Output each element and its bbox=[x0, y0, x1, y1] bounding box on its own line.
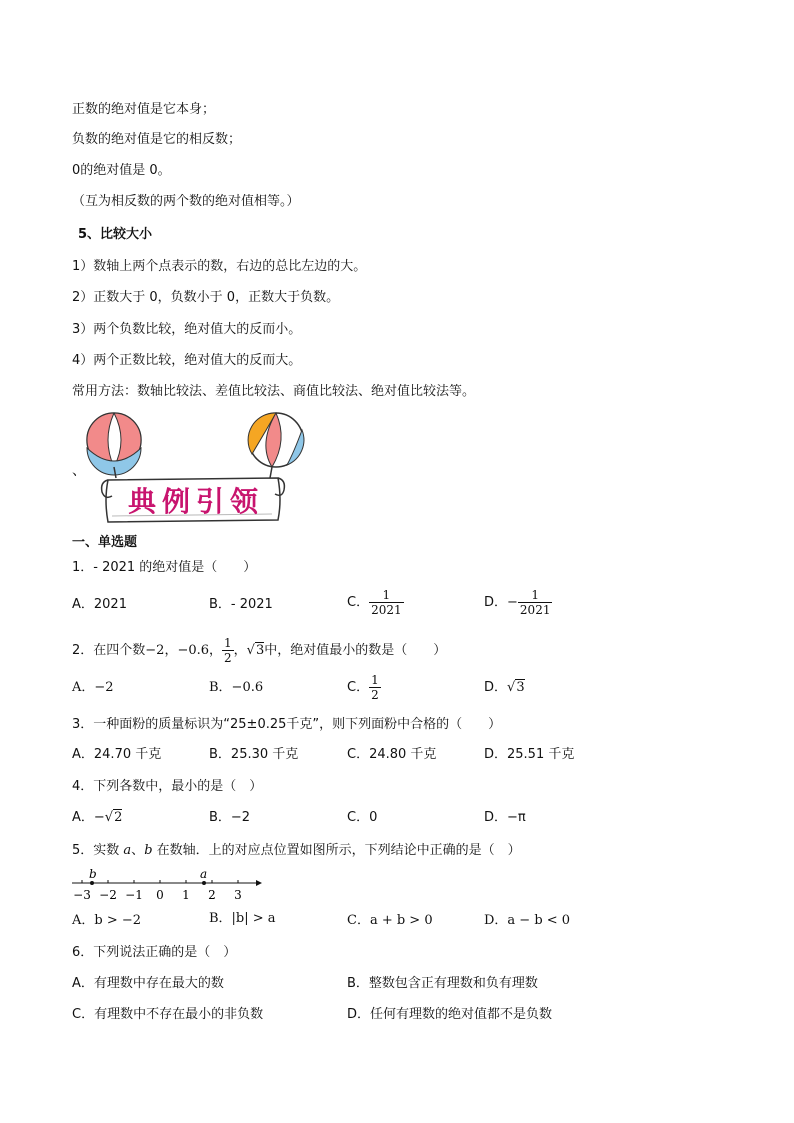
number-line-figure bbox=[68, 864, 268, 904]
q5-option-a: A．b > −2 bbox=[72, 913, 142, 928]
section-5-item-4: 4）两个正数比较，绝对值大的反而大。 bbox=[72, 353, 302, 368]
q4-option-c: C．0 bbox=[347, 810, 378, 825]
beach-ball-left-icon bbox=[87, 413, 141, 478]
q3-stem: 3．一种面粉的质量标识为“25±0.25千克”，则下列面粉中合格的（ ） bbox=[72, 717, 502, 732]
q3-option-b: B．25.30 千克 bbox=[209, 747, 299, 762]
part-heading: 一、单选题 bbox=[72, 535, 138, 550]
q4-stem: 4．下列各数中，最小的是（ ） bbox=[72, 779, 263, 794]
q2-option-d: D．√3 bbox=[484, 680, 525, 695]
q3-option-c: C．24.80 千克 bbox=[347, 747, 437, 762]
intro-line-3: 0的绝对值是 0。 bbox=[72, 163, 171, 178]
q5-stem: 5．实数 a、b 在数轴．上的对应点位置如图所示，下列结论中正确的是（ ） bbox=[72, 843, 521, 858]
banner-mark: 、 bbox=[72, 463, 86, 479]
example-banner bbox=[72, 408, 312, 528]
section-5-item-1: 1）数轴上两个点表示的数，右边的总比左边的大。 bbox=[72, 259, 367, 274]
section-5-heading: 5、比较大小 bbox=[78, 227, 153, 242]
intro-line-4: （互为相反数的两个数的绝对值相等。） bbox=[72, 194, 300, 209]
tick-label: 3 bbox=[234, 888, 242, 902]
q6-option-a: A．有理数中存在最大的数 bbox=[72, 976, 224, 991]
q1-option-c: C． $\frac{1}{2021}$ bbox=[347, 588, 402, 617]
q6-stem: 6．下列说法正确的是（ ） bbox=[72, 945, 237, 960]
beach-ball-right-icon bbox=[248, 413, 304, 478]
section-5-methods: 常用方法：数轴比较法、差值比较法、商值比较法、绝对值比较法等。 bbox=[72, 384, 476, 399]
q6-option-b: B．整数包含正有理数和负有理数 bbox=[347, 976, 538, 991]
q5-option-c: C．a + b > 0 bbox=[347, 913, 433, 928]
point-a-dot bbox=[202, 881, 206, 885]
q2-stem: 2．在四个数−2，−0.6， $\frac{1}{2}$ ，√3中，绝对值最小的数是（ ） bbox=[72, 636, 447, 665]
tick-label: −1 bbox=[125, 888, 143, 902]
section-5-item-3: 3）两个负数比较，绝对值大的反而小。 bbox=[72, 322, 302, 337]
banner-title: 典例引领 bbox=[127, 485, 264, 518]
intro-line-1: 正数的绝对值是它本身； bbox=[72, 102, 216, 117]
tick-label: −2 bbox=[99, 888, 117, 902]
number-line bbox=[68, 864, 268, 904]
tick-label: −3 bbox=[73, 888, 91, 902]
q5-option-b: B．|b| > a bbox=[209, 911, 276, 926]
intro-line-2: 负数的绝对值是它的相反数； bbox=[72, 132, 242, 147]
q6-option-c: C．有理数中不存在最小的非负数 bbox=[72, 1007, 264, 1022]
q5-option-d: D．a − b < 0 bbox=[484, 913, 571, 928]
axis-arrow-icon bbox=[256, 880, 262, 886]
q1-option-d: D．− $\frac{1}{2021}$ bbox=[484, 588, 551, 617]
point-b-label: b bbox=[89, 867, 97, 881]
q1-stem: 1．- 2021 的绝对值是（ ） bbox=[72, 560, 257, 575]
point-a-label: a bbox=[200, 867, 208, 881]
q4-option-d: D．−π bbox=[484, 810, 526, 825]
q1-option-a: A．2021 bbox=[72, 597, 127, 612]
q2-option-a: A．−2 bbox=[72, 680, 114, 695]
q3-option-a: A．24.70 千克 bbox=[72, 747, 162, 762]
point-b-dot bbox=[90, 881, 94, 885]
q4-option-a: A．−√2 bbox=[72, 810, 123, 825]
q3-option-d: D．25.51 千克 bbox=[484, 747, 575, 762]
tick-label: 2 bbox=[208, 888, 216, 902]
q2-option-b: B．−0.6 bbox=[209, 680, 264, 695]
q6-option-d: D．任何有理数的绝对值都不是负数 bbox=[347, 1007, 553, 1022]
tick-label: 1 bbox=[182, 888, 190, 902]
q4-option-b: B．−2 bbox=[209, 810, 251, 825]
q1-option-b: B．- 2021 bbox=[209, 597, 273, 612]
q2-option-c: C． $\frac{1}{2}$ bbox=[347, 673, 379, 702]
tick-label: 0 bbox=[156, 888, 164, 902]
section-5-item-2: 2）正数大于 0，负数小于 0，正数大于负数。 bbox=[72, 290, 340, 305]
